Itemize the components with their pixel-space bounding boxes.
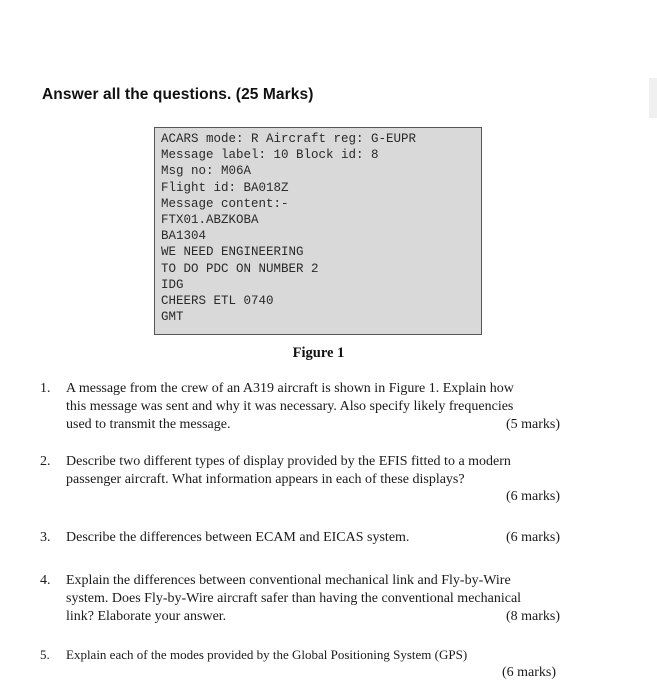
- question-marks: (5 marks): [506, 417, 561, 432]
- question-text: [66, 453, 596, 489]
- acars-line: Message content:-: [161, 196, 289, 211]
- question-2: [40, 453, 600, 509]
- acars-line: ACARS mode: R Aircraft reg: G-EUPR: [161, 132, 417, 146]
- question-line: Explain the differences between conventional mechanical link and Fly-by-Wire: [66, 573, 511, 588]
- acars-line: Msg no: M06A: [161, 164, 252, 179]
- question-line: link? Elaborate your answer.: [66, 609, 227, 624]
- question-number: 3.: [40, 530, 51, 545]
- question-number: 5.: [40, 647, 50, 662]
- page-edge-shadow: [649, 78, 657, 118]
- question-marks: (6 marks): [506, 530, 561, 545]
- question-number: 4.: [40, 573, 51, 588]
- acars-line: GMT: [161, 310, 184, 325]
- question-number: 1.: [40, 381, 51, 396]
- question-3: [40, 529, 600, 549]
- question-1: [40, 380, 600, 436]
- question-line: Describe two different types of display provided by the EFIS fitted to a modern: [66, 454, 511, 469]
- question-line: Explain each of the modes provided by the Global Positioning System (GPS): [66, 647, 468, 662]
- question-line: passenger aircraft. What information appears in each of these displays?: [66, 472, 465, 487]
- acars-line: WE NEED ENGINEERING: [161, 245, 304, 260]
- question-5: [40, 646, 600, 684]
- question-line: Describe the differences between ECAM and EICAS system.: [66, 530, 410, 545]
- acars-line: TO DO PDC ON NUMBER 2: [161, 261, 319, 276]
- question-text: [66, 646, 596, 664]
- acars-line: CHEERS ETL 0740: [161, 293, 274, 308]
- question-line: A message from the crew of an A319 aircraft is shown in Figure 1. Explain how: [66, 381, 514, 396]
- figure-caption: Figure 1: [292, 345, 345, 361]
- acars-line: Flight id: BA018Z: [161, 180, 289, 195]
- acars-line: FTX01.ABZKOBA: [161, 212, 259, 227]
- question-line: used to transmit the message.: [66, 417, 231, 432]
- question-4: [40, 572, 600, 628]
- question-number: 2.: [40, 454, 51, 469]
- question-line: this message was sent and why it was necessary. Also specify likely frequencies: [66, 399, 514, 414]
- acars-message-figure: [154, 127, 482, 335]
- question-line: system. Does Fly-by-Wire aircraft safer than having the conventional mechanical: [66, 591, 522, 606]
- question-marks: (6 marks): [506, 489, 561, 504]
- acars-line: IDG: [161, 277, 184, 292]
- page-heading: Answer all the questions. (25 Marks): [42, 86, 314, 103]
- acars-line: BA1304: [161, 229, 207, 244]
- acars-line: Message label: 10 Block id: 8: [161, 148, 379, 163]
- question-marks: (6 marks): [502, 665, 557, 680]
- question-marks: (8 marks): [506, 609, 561, 624]
